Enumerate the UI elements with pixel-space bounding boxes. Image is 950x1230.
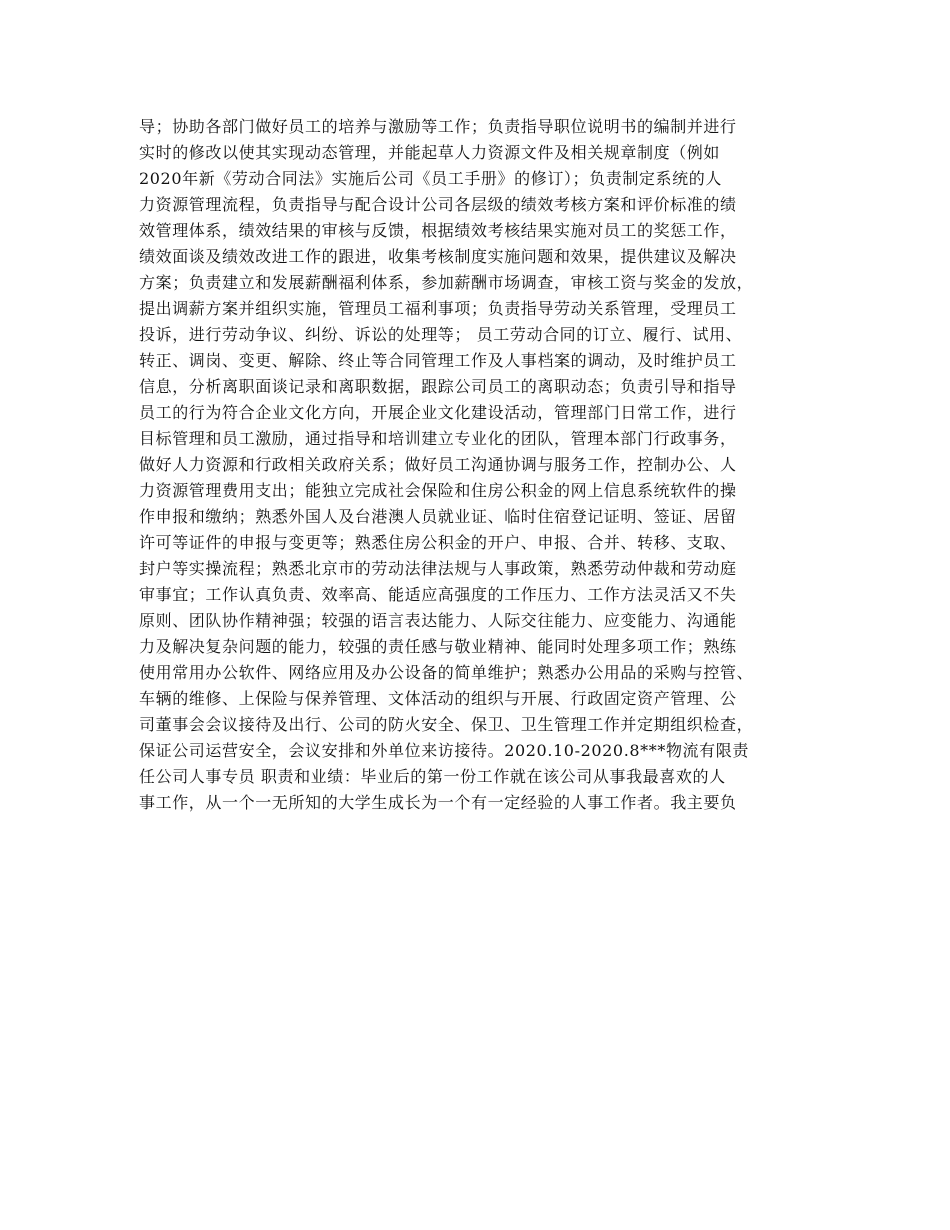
text-line: 任公司人事专员 职责和业绩：毕业后的第一份工作就在该公司从事我最喜欢的人 [139,767,726,786]
text-line: 审事宜；工作认真负责、效率高、能适应高强度的工作压力、工作方法灵活又不失 [139,585,737,604]
text-line: 作申报和缴纳；熟悉外国人及台港澳人员就业证、临时住宿登记证明、签证、居留 [139,507,737,526]
text-line: 司董事会会议接待及出行、公司的防火安全、保卫、卫生管理工作并定期组织检查， [139,715,754,734]
text-line: 员工的行为符合企业文化方向，开展企业文化建设活动，管理部门日常工作，进行 [139,403,737,422]
text-line: 车辆的维修、上保险与保养管理、文体活动的组织与开展、行政固定资产管理、公 [139,689,737,708]
text-line: 封户等实操流程；熟悉北京市的劳动法律法规与人事政策，熟悉劳动仲裁和劳动庭 [139,559,737,578]
text-line: 效管理体系，绩效结果的审核与反馈，根据绩效考核结果实施对员工的奖惩工作， [139,221,737,240]
text-line: 使用常用办公软件、网络应用及办公设备的简单维护；熟悉办公用品的采购与控管、 [139,663,754,682]
text-line: 事工作，从一个一无所知的大学生成长为一个有一定经验的人事工作者。我主要负 [139,793,737,812]
text-line: 原则、团队协作精神强；较强的语言表达能力、人际交往能力、应变能力、沟通能 [139,611,737,630]
text-line: 绩效面谈及绩效改进工作的跟进，收集考核制度实施问题和效果，提供建议及解决 [139,247,737,266]
text-line: 实时的修改以使其实现动态管理，并能起草人力资源文件及相关规章制度（例如 [139,143,721,162]
text-line: 方案；负责建立和发展薪酬福利体系，参加薪酬市场调查，审核工资与奖金的发放， [139,273,754,292]
text-line: 保证公司运营安全，会议安排和外单位来访接待。2020.10-2020.8***物流有限责 [139,741,749,760]
text-line: 提出调薪方案并组织实施，管理员工福利事项；负责指导劳动关系管理，受理员工 [139,299,737,318]
text-line: 2020年新《劳动合同法》实施后公司《员工手册》的修订）；负责制定系统的人 [139,169,722,188]
text-line: 力资源管理流程，负责指导与配合设计公司各层级的绩效考核方案和评价标准的绩 [139,195,737,214]
document-body-text [139,114,829,816]
text-line: 许可等证件的申报与变更等；熟悉住房公积金的开户、申报、合并、转移、支取、 [139,533,737,552]
text-line: 做好人力资源和行政相关政府关系；做好员工沟通协调与服务工作，控制办公、人 [139,455,737,474]
text-line: 力及解决复杂问题的能力，较强的责任感与敬业精神、能同时处理多项工作；熟练 [139,637,737,656]
text-line: 信息，分析离职面谈记录和离职数据，跟踪公司员工的离职动态；负责引导和指导 [139,377,737,396]
text-line: 目标管理和员工激励，通过指导和培训建立专业化的团队，管理本部门行政事务， [139,429,737,448]
text-line: 导；协助各部门做好员工的培养与激励等工作；负责指导职位说明书的编制并进行 [139,117,737,136]
text-line: 投诉，进行劳动争议、纠纷、诉讼的处理等； 员工劳动合同的订立、履行、试用、 [139,325,743,344]
text-line: 力资源管理费用支出；能独立完成社会保险和住房公积金的网上信息系统软件的操 [139,481,737,500]
text-line: 转正、调岗、变更、解除、终止等合同管理工作及人事档案的调动，及时维护员工 [139,351,737,370]
